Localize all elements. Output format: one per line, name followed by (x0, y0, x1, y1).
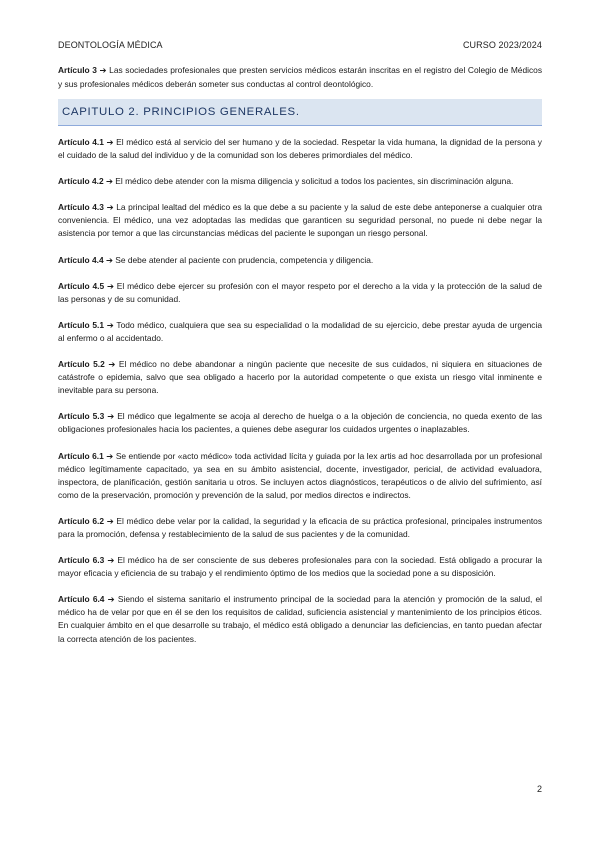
articles-list (58, 136, 542, 659)
article-text: Se debe atender al paciente con prudencia, competencia y diligencia. (115, 254, 374, 265)
arrow-icon: ➔ (107, 555, 115, 566)
article-label: Artículo 6.1 (58, 450, 104, 461)
arrow-icon: ➔ (107, 411, 115, 422)
article-text: El médico que legalmente se acoja al derecho de huelga o a la objeción de conciencia, no queda exento de las obligaciones profesionales hacia los pacientes, a quienes debe asegurar los cuidados urgentes o inaplazables. (58, 411, 543, 435)
article-paragraph (58, 554, 542, 580)
article-label: Artículo 5.2 (58, 359, 105, 370)
article-label: Artículo 3 (58, 65, 97, 76)
chapter-heading (58, 99, 542, 126)
article-text: El médico debe ejercer su profesión con el mayor respeto por el derecho a la vida y la protección de la salud de las personas y de su comunidad. (58, 280, 543, 304)
arrow-icon: ➔ (106, 280, 114, 291)
arrow-icon: ➔ (106, 137, 114, 147)
arrow-icon: ➔ (106, 450, 114, 461)
article-label: Artículo 4.4 (58, 254, 104, 265)
article-label: Artículo 4.3 (58, 202, 104, 213)
arrow-icon: ➔ (106, 515, 114, 526)
article-label: Artículo 6.3 (58, 555, 105, 566)
article-text: Siendo el sistema sanitario el instrumento principal de la sociedad para la atención y promoción de la salud, el médico ha de velar por que en él se den los requisitos de calidad, suficiencia asistencial y mantenimiento de los principios éticos. En cualquier ámbito en el que desarrolle su trabajo, el médico está obligado a denunciar las deficiencias, en tanto puedan afectar la correcta atención de los pacientes. (58, 594, 543, 644)
article-label: Artículo 5.3 (58, 411, 105, 422)
arrow-icon: ➔ (106, 202, 114, 213)
article-text: El médico no debe abandonar a ningún paciente que necesite de sus cuidados, ni siquiera en situaciones de catástrofe o epidemia, salvo que sea obligado a hacerlo por la autoridad competente o que exista un riesgo vital inminente e inevitable para su persona. (58, 359, 543, 396)
arrow-icon: ➔ (105, 176, 113, 187)
article-text: El médico está al servicio del ser humano y de la sociedad. Respetar la vida humana, la dignidad de la persona y el cuidado de la salud del individuo y de la comunidad son los deberes primordiales del médico. (58, 137, 542, 161)
article-text: Todo médico, cualquiera que sea su especialidad o la modalidad de su ejercicio, debe prestar ayuda de urgencia al enfermo o al accidentado. (58, 319, 542, 343)
article-3-paragraph (58, 64, 542, 91)
article-label: Artículo 5.1 (58, 319, 105, 330)
article-text: Las sociedades profesionales que presten servicios médicos estarán inscritas en el registro del Colegio de Médicos y sus profesionales médicos deberán someter sus conductas al control deontológico. (58, 65, 543, 89)
article-paragraph (58, 201, 542, 240)
chapter-title: CAPITULO 2. PRINCIPIOS GENERALES. (62, 106, 300, 118)
article-paragraph (58, 450, 542, 502)
page-header (58, 40, 542, 50)
article-paragraph (58, 319, 542, 345)
article-paragraph (58, 280, 542, 306)
article-paragraph (58, 410, 542, 436)
header-subject: DEONTOLOGÍA MÉDICA (58, 40, 163, 50)
article-text: El médico debe atender con la misma diligencia y solicitud a todos los pacientes, sin discriminación alguna. (115, 176, 514, 187)
article-label: Artículo 4.2 (58, 176, 104, 187)
header-course: CURSO 2023/2024 (462, 40, 542, 50)
article-text: El médico ha de ser consciente de sus deberes profesionales para con la sociedad. Está obligado a procurar la mayor eficacia y eficiencia de su trabajo y el rendimiento óptimo de los medios que la sociedad pone a su disposición. (58, 555, 543, 579)
article-label: Artículo 6.2 (58, 515, 104, 526)
article-label: Artículo 4.1 (58, 137, 104, 147)
article-paragraph (58, 593, 542, 645)
article-paragraph (58, 358, 542, 397)
article-paragraph (58, 515, 542, 541)
page-number: 2 (536, 784, 542, 794)
arrow-icon: ➔ (106, 319, 114, 330)
arrow-icon: ➔ (107, 594, 115, 605)
arrow-icon: ➔ (105, 254, 113, 265)
article-label: Artículo 4.5 (58, 280, 105, 291)
article-paragraph (58, 136, 542, 162)
arrow-icon: ➔ (99, 65, 107, 76)
article-text: El médico debe velar por la calidad, la seguridad y la eficacia de su práctica profesional, principales instrumentos para la promoción, defensa y restablecimiento de la salud de sus pacientes y de la comunidad. (58, 515, 543, 539)
article-text: Se entiende por «acto médico» toda actividad lícita y guiada por la lex artis ad hoc desarrollada por un profesional médico legítimamente capacitado, ya sea en su ámbito asistencial, docente, investigador, pericial, de actividad evaluadora, inspectora, de planificación, gestión sanitaria u otros. Se incluyen actos diagnósticos, terapéuticos o de alivio del sufrimiento, así como de la preservación, promoción y prevención de la salud, por medios directos e indirectos. (58, 450, 543, 500)
article-paragraph (58, 254, 542, 267)
arrow-icon: ➔ (108, 359, 116, 370)
article-paragraph (58, 175, 542, 188)
article-text: La principal lealtad del médico es la que debe a su paciente y la salud de este debe anteponerse a cualquier otra conveniencia. El médico, una vez adoptadas las medidas que garanticen su seguridad personal, no puede ni debe negar la asistencia por temor a que las circunstancias médicas del paciente le supongan un riesgo personal. (58, 202, 543, 239)
article-label: Artículo 6.4 (58, 594, 105, 605)
